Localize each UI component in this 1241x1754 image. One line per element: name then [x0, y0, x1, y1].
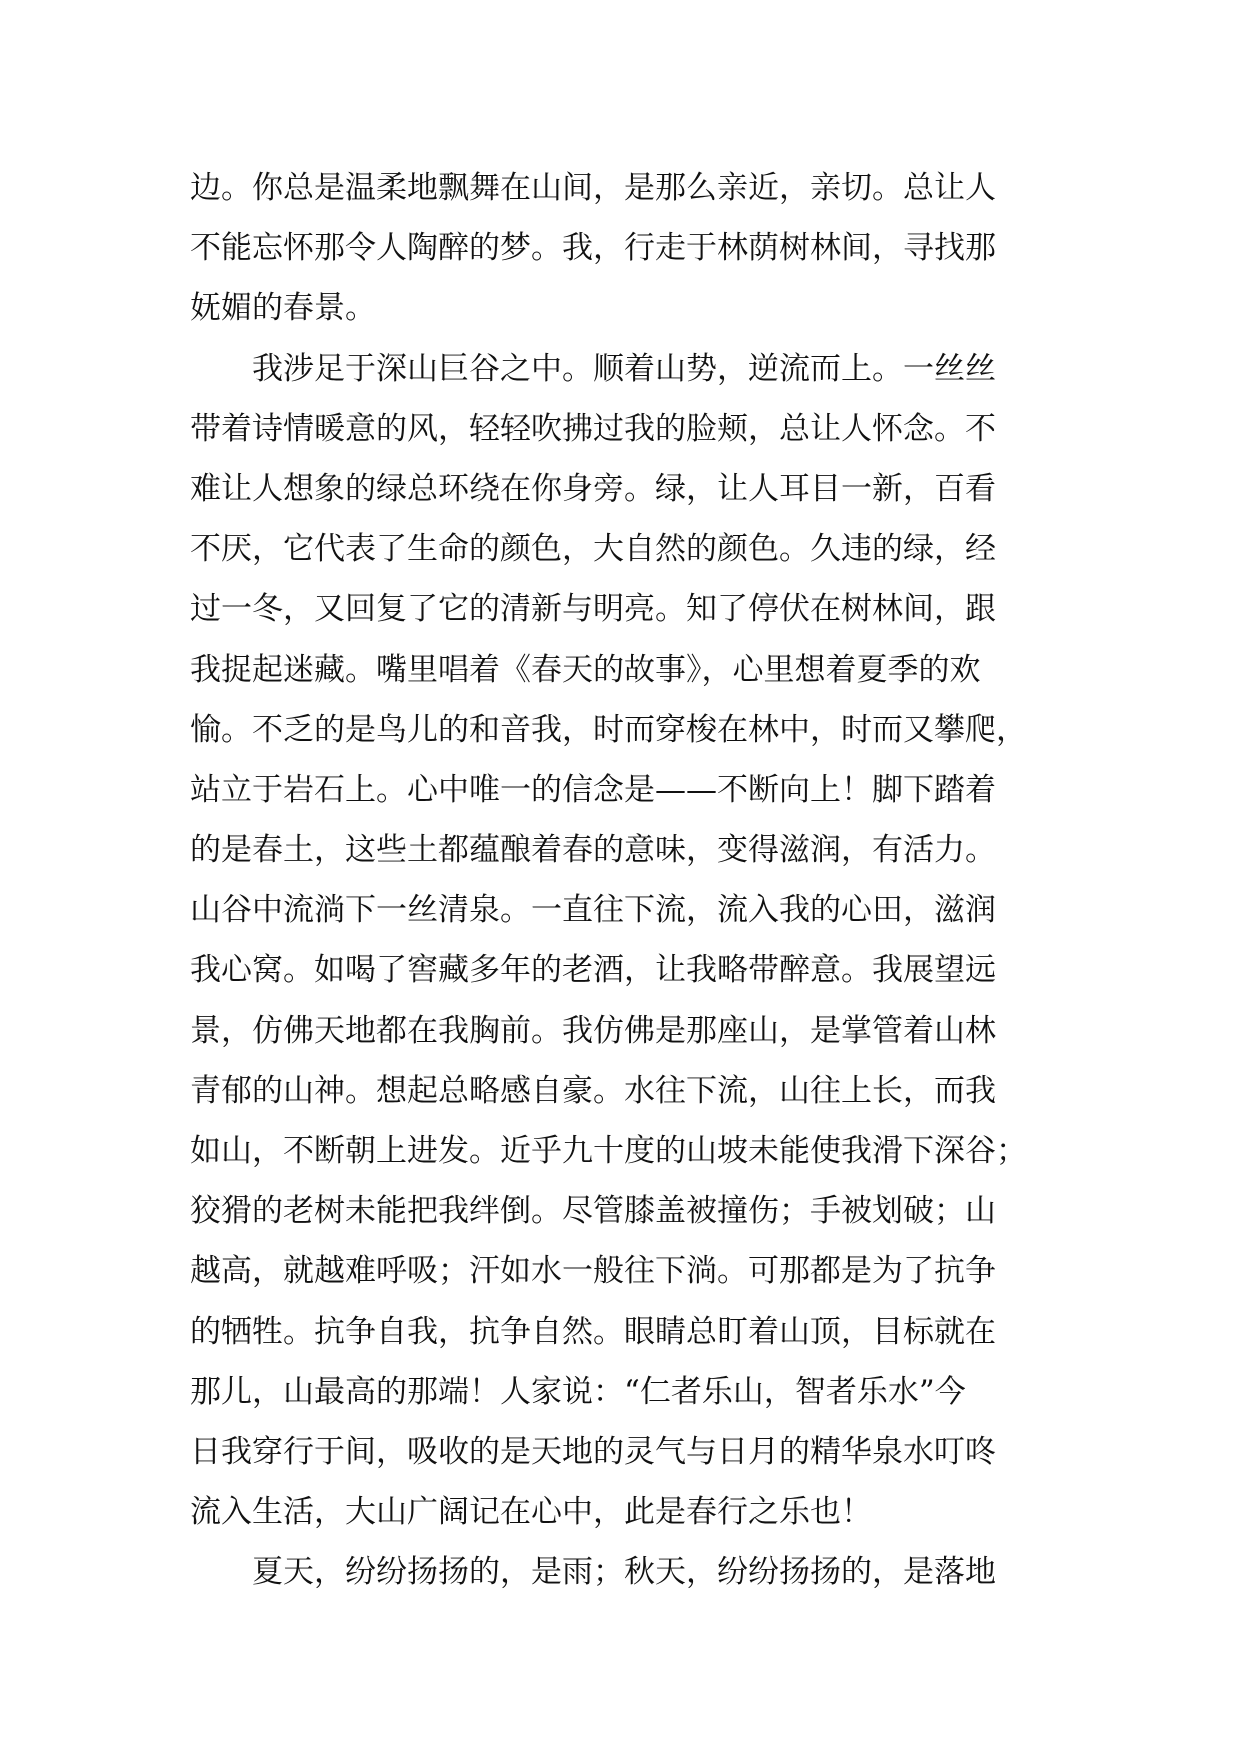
text-line: 我心窝。如喝了窖藏多年的老酒，让我略带醉意。我展望远 [190, 952, 996, 989]
text-line: 我捉起迷藏。嘴里唱着《春天的故事》，心里想着夏季的欢 [190, 651, 981, 688]
text-line: 不能忘怀那令人陶醉的梦。我，行走于林荫树林间，寻找那 [190, 230, 996, 267]
text-line: 愉。不乏的是鸟儿的和音我，时而穿梭在林中，时而又攀爬， [190, 711, 1027, 748]
text-line: 越高，就越难呼吸；汗如水一般往下淌。可那都是为了抗争 [190, 1253, 996, 1290]
text-line: 日我穿行于间，吸收的是天地的灵气与日月的精华泉水叮咚 [190, 1433, 996, 1470]
text-line: 狡猾的老树未能把我绊倒。尽管膝盖被撞伤；手被划破；山 [190, 1193, 996, 1230]
text-line: 边。你总是温柔地飘舞在山间，是那么亲近，亲切。总让人 [190, 170, 996, 206]
text-line: 山谷中流淌下一丝清泉。一直往下流，流入我的心田，滋润 [190, 892, 996, 929]
text-line: 过一冬，又回复了它的清新与明亮。知了停伏在树林间，跟 [190, 591, 996, 628]
text-line: 青郁的山神。想起总略感自豪。水往下流，山往上长，而我 [190, 1072, 996, 1109]
text-line: 流入生活，大山广阔记在心中，此是春行之乐也！ [190, 1494, 872, 1531]
text-line: 如山，不断朝上进发。近乎九十度的山坡未能使我滑下深谷； [190, 1133, 1027, 1169]
text-line: 夏天，纷纷扬扬的，是雨；秋天，纷纷扬扬的，是落地 [252, 1554, 996, 1591]
text-line: 带着诗情暖意的风，轻轻吹拂过我的脸颊，总让人怀念。不 [190, 410, 996, 447]
text-line: 妩媚的春景。 [190, 290, 376, 327]
text-line: 站立于岩石上。心中唯一的信念是——不断向上！脚下踏着 [190, 771, 996, 808]
document-body-text [190, 158, 1065, 1603]
text-line: 那儿，山最高的那端！人家说：“仁者乐山，智者乐水”今 [190, 1373, 966, 1410]
text-line: 景，仿佛天地都在我胸前。我仿佛是那座山，是掌管着山林 [190, 1012, 996, 1049]
text-line: 的牺牲。抗争自我，抗争自然。眼睛总盯着山顶，目标就在 [190, 1313, 996, 1350]
text-line: 我涉足于深山巨谷之中。顺着山势，逆流而上。一丝丝 [252, 350, 996, 387]
text-line: 的是春土，这些土都蕴酿着春的意味，变得滋润，有活力。 [190, 832, 996, 869]
text-line: 不厌，它代表了生命的颜色，大自然的颜色。久违的绿，经 [190, 531, 996, 568]
text-line: 难让人想象的绿总环绕在你身旁。绿，让人耳目一新，百看 [190, 470, 996, 507]
